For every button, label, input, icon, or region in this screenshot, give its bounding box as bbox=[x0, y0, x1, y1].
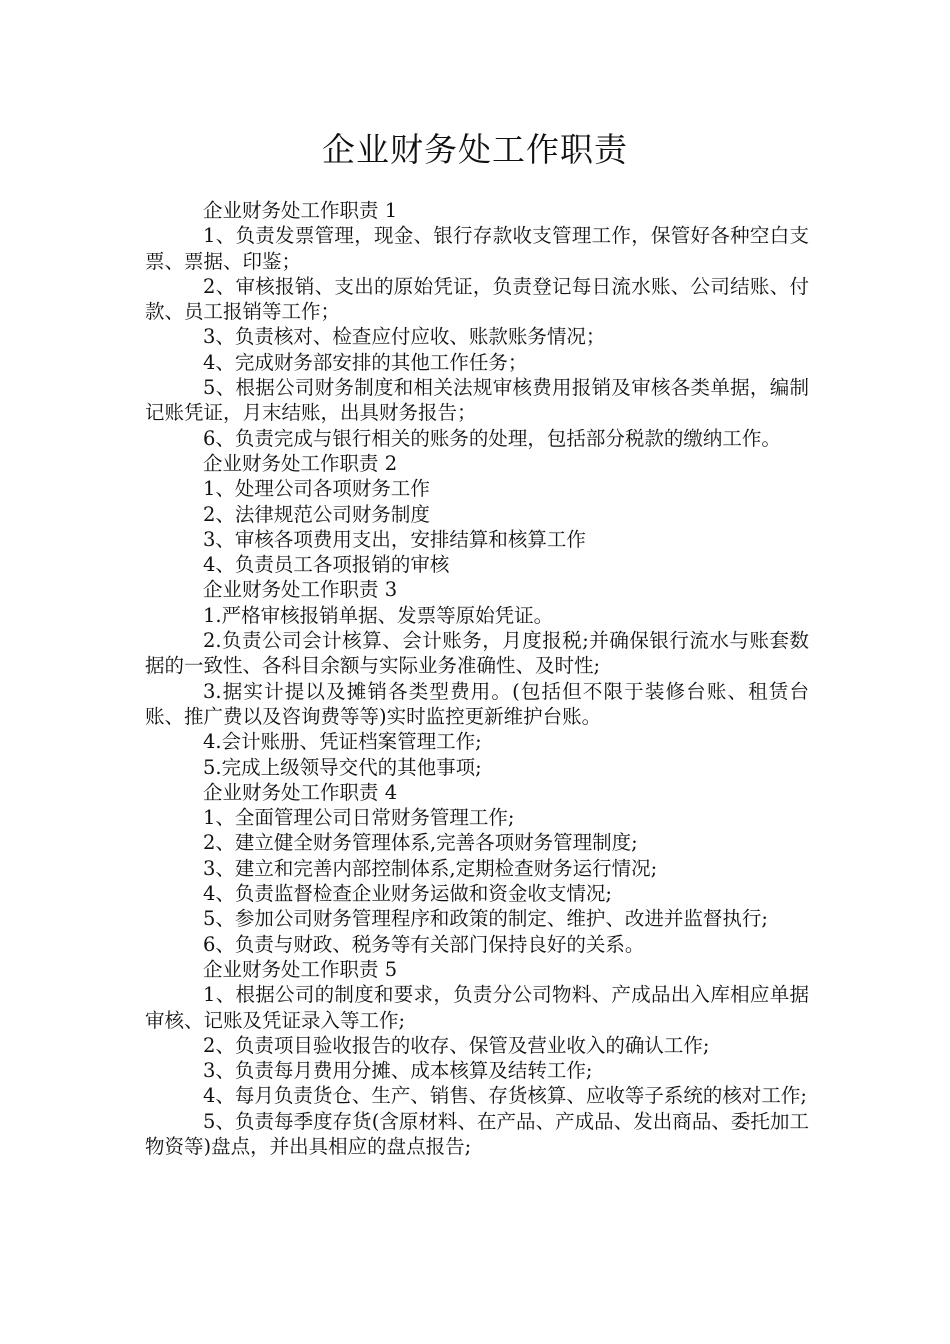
list-item: 4、负责员工各项报销的审核 bbox=[203, 553, 450, 577]
list-item: 3、负责每月费用分摊、成本核算及结转工作; bbox=[203, 1059, 593, 1083]
section-heading: 企业财务处工作职责 1 bbox=[203, 199, 398, 222]
list-item: 1、全面管理公司日常财务管理工作; bbox=[203, 806, 515, 830]
list-item: 2、建立健全财务管理体系,完善各项财务管理制度; bbox=[203, 831, 638, 855]
section-heading: 企业财务处工作职责 4 bbox=[203, 780, 398, 804]
list-item: 2、负责项目验收报告的收存、保管及营业收入的确认工作; bbox=[203, 1033, 710, 1057]
section-heading: 企业财务处工作职责 3 bbox=[203, 578, 398, 602]
list-item: 6、负责与财政、税务等有关部门保持良好的关系。 bbox=[203, 932, 645, 956]
list-item: 3、建立和完善内部控制体系,定期检查财务运行情况; bbox=[203, 856, 658, 880]
section-heading: 企业财务处工作职责 2 bbox=[203, 451, 398, 475]
list-item: 3、负责核对、检查应付应收、账款账务情况； bbox=[203, 325, 606, 349]
list-item: 5、根据公司财务制度和相关法规审核费用报销及审核各类单据，编制记账凭证，月末结账，出具财务报告； bbox=[145, 376, 809, 425]
list-item: 4、负责监督检查企业财务运做和资金收支情况; bbox=[203, 882, 612, 906]
list-item: 1、根据公司的制度和要求，负责分公司物料、产成品出入库相应单据审核、记账及凭证录入等工作; bbox=[145, 983, 809, 1032]
list-item: 1、处理公司各项财务工作 bbox=[203, 477, 430, 501]
list-item: 3.据实计提以及摊销各类型费用。(包括但不限于装修台账、租赁台账、推广费以及咨询费等等)实时监控更新维护台账。 bbox=[145, 679, 809, 728]
list-item: 1、负责发票管理，现金、银行存款收支管理工作，保管好各种空白支票、票据、印鉴； bbox=[145, 224, 809, 273]
list-item: 5、负责每季度存货(含原材料、在产品、产成品、发出商品、委托加工物资等)盘点，并出具相应的盘点报告; bbox=[145, 1109, 809, 1158]
list-item: 4、完成财务部安排的其他工作任务； bbox=[203, 350, 528, 374]
list-item: 2.负责公司会计核算、会计账务，月度报税;并确保银行流水与账套数据的一致性、各科目余额与实际业务准确性、及时性; bbox=[145, 629, 809, 678]
list-item: 4.会计账册、凭证档案管理工作; bbox=[203, 730, 482, 754]
list-item: 4、每月负责货仓、生产、销售、存货核算、应收等子系统的核对工作; bbox=[203, 1084, 807, 1108]
document-body bbox=[145, 198, 809, 1159]
list-item: 5.完成上级领导交代的其他事项; bbox=[203, 755, 482, 779]
list-item: 1.严格审核报销单据、发票等原始凭证。 bbox=[203, 603, 554, 627]
section-heading: 企业财务处工作职责 5 bbox=[203, 957, 398, 981]
list-item: 3、审核各项费用支出，安排结算和核算工作 bbox=[203, 527, 586, 551]
document-title: 企业财务处工作职责 bbox=[322, 130, 628, 169]
list-item: 5、参加公司财务管理程序和政策的制定、维护、改进并监督执行; bbox=[203, 907, 768, 931]
list-item: 2、审核报销、支出的原始凭证，负责登记每日流水账、公司结账、付款、员工报销等工作； bbox=[145, 274, 809, 324]
list-item: 6、负责完成与银行相关的账务的处理，包括部分税款的缴纳工作。 bbox=[203, 426, 781, 450]
list-item: 2、法律规范公司财务制度 bbox=[203, 502, 430, 526]
